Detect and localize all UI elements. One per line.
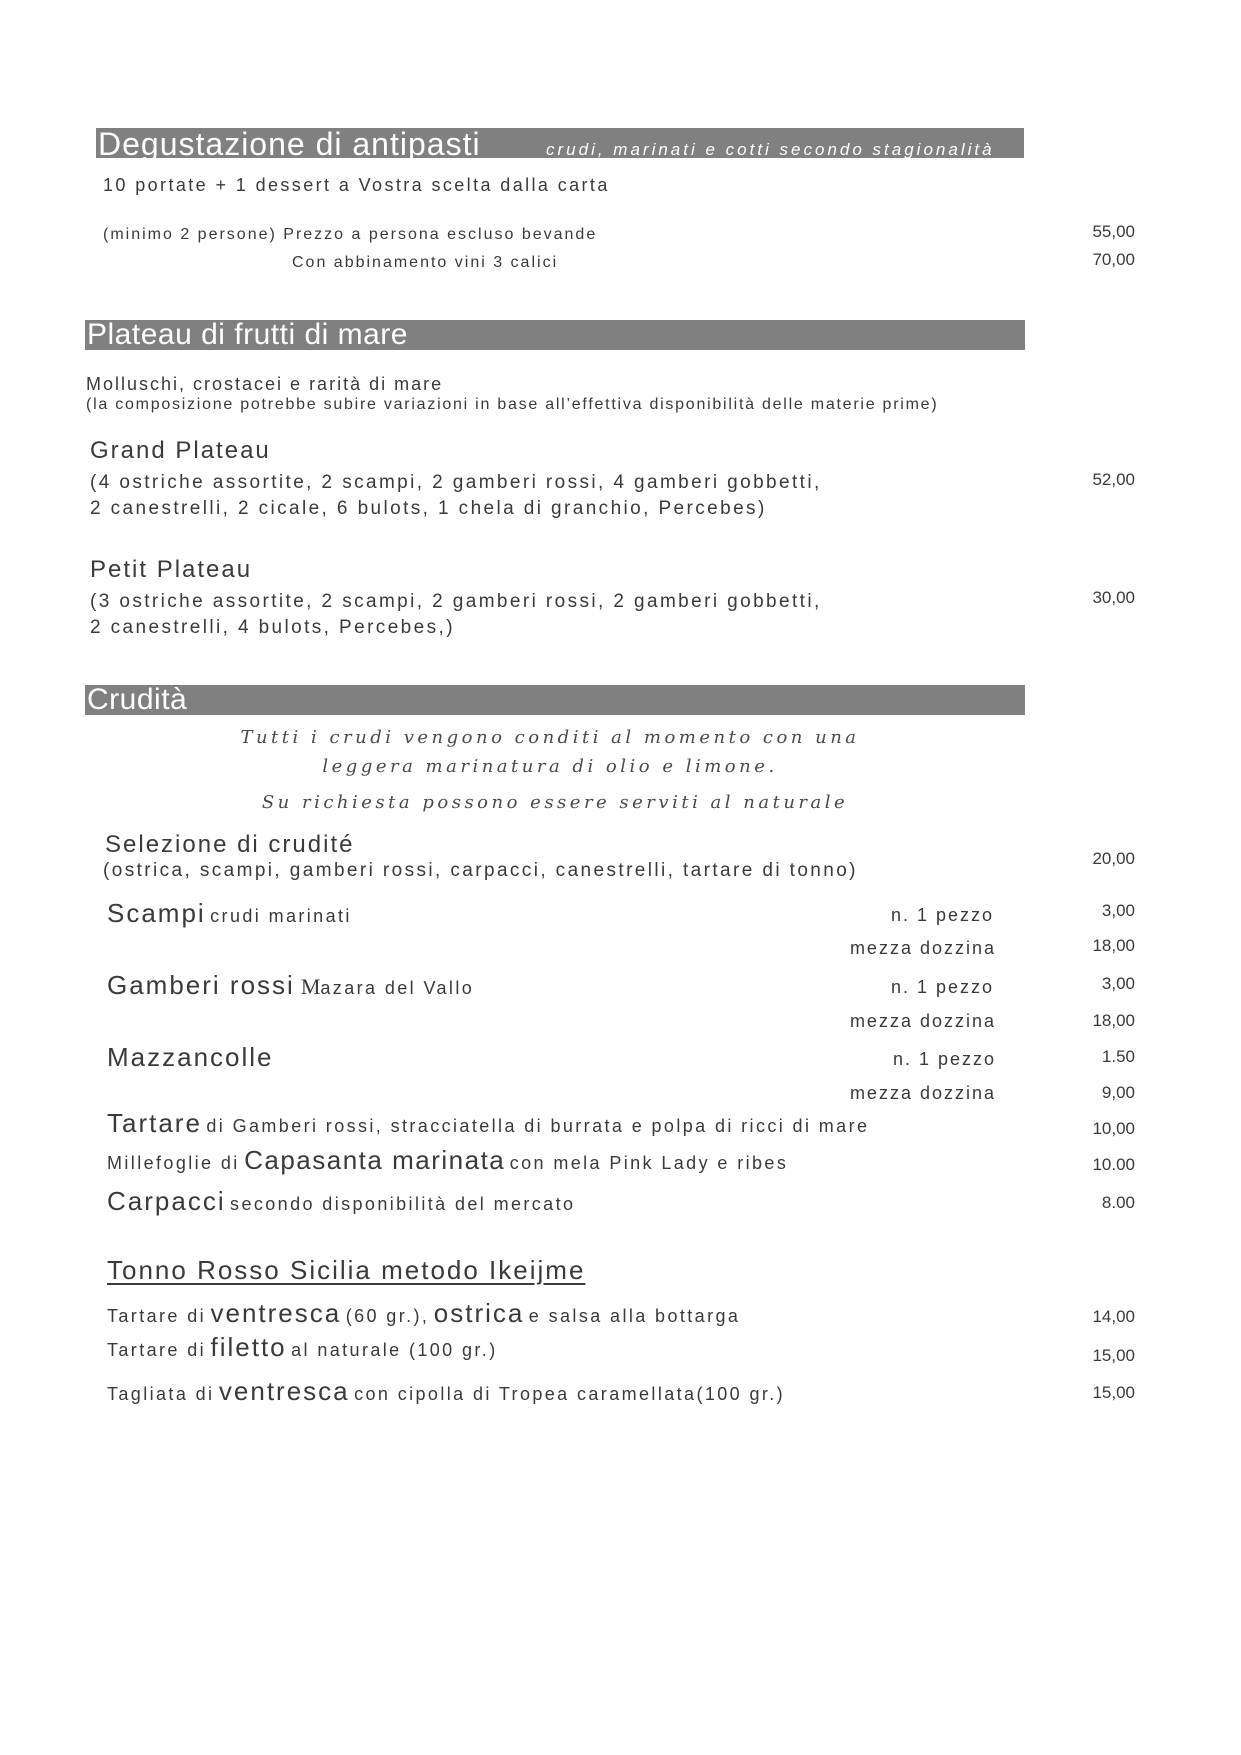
selezione-name: Selezione di crudité <box>105 831 355 858</box>
tonno-highlight: ostrica <box>433 1298 525 1328</box>
plateau-intro: Molluschi, crostacei e rarità di mare <box>86 374 444 394</box>
millefoglie-pre: Millefoglie di <box>107 1153 240 1173</box>
tonno-row <box>107 1376 785 1407</box>
gamberi-price: 3,00 <box>1101 974 1135 993</box>
grand-plateau-desc: 2 canestrelli, 2 cicale, 6 bulots, 1 chela di granchio, Percebes) <box>90 498 767 519</box>
tartare-desc: di Gamberi rossi, stracciatella di burrata e polpa di ricci di mare <box>206 1116 870 1136</box>
gamberi-qty: mezza dozzina <box>849 1011 996 1031</box>
tonno-desc: con cipolla di Tropea caramellata(100 gr.) <box>354 1384 786 1404</box>
section-header-plateau <box>85 320 1025 350</box>
gamberi-price: 18,00 <box>1092 1011 1135 1030</box>
carpacci-desc: secondo disponibilità del mercato <box>230 1194 576 1214</box>
tartare-price: 10,00 <box>1092 1119 1135 1138</box>
scampi-price: 18,00 <box>1092 936 1135 955</box>
tonno-price: 14,00 <box>1092 1307 1135 1326</box>
mazzancolle-price: 9,00 <box>1101 1083 1135 1102</box>
scampi-row <box>107 898 352 929</box>
millefoglie-desc: con mela Pink Lady e ribes <box>509 1153 789 1173</box>
section-header-degustazione <box>96 126 1024 162</box>
degustazione-description: 10 portate + 1 dessert a Vostra scelta dalla carta <box>103 175 610 195</box>
tonno-highlight: ventresca <box>218 1376 350 1406</box>
scampi-qty: n. 1 pezzo <box>890 905 994 925</box>
millefoglie-name: Capasanta marinata <box>244 1145 506 1175</box>
selezione-desc: (ostrica, scampi, gamberi rossi, carpacci, canestrelli, tartare di tonno) <box>103 860 858 881</box>
grand-plateau-price: 52,00 <box>1092 470 1135 489</box>
crudita-note: Su richiesta possono essere serviti al naturale <box>261 792 849 813</box>
degustazione-price: 55,00 <box>1092 222 1135 241</box>
mazzancolle-qty: mezza dozzina <box>849 1083 996 1103</box>
tonno-pre: Tartare di <box>107 1306 207 1326</box>
section-header-crudita <box>85 685 1025 715</box>
scampi-desc: crudi marinati <box>210 906 352 926</box>
crudita-note: leggera marinatura di olio e limone. <box>322 756 778 777</box>
carpacci-name: Carpacci <box>107 1186 226 1216</box>
mazzancolle-price: 1.50 <box>1101 1047 1135 1066</box>
section-title: Degustazione di antipasti <box>98 126 481 162</box>
tonno-row <box>107 1332 498 1363</box>
petit-plateau-desc: (3 ostriche assortite, 2 scampi, 2 gamberi rossi, 2 gamberi gobbetti, <box>90 591 822 612</box>
millefoglie-price: 10.00 <box>1092 1155 1135 1174</box>
tartare-row <box>107 1108 869 1139</box>
tonno-row <box>107 1298 740 1329</box>
tonno-highlight: filetto <box>210 1332 287 1362</box>
wine-pairing-label: Con abbinamento vini 3 calici <box>292 254 559 271</box>
gamberi-row <box>107 970 474 1001</box>
wine-pairing-price: 70,00 <box>1092 250 1135 269</box>
crudita-note: Tutti i crudi vengono conditi al momento con una <box>240 727 860 748</box>
carpacci-row <box>107 1186 575 1217</box>
tonno-pre: Tagliata di <box>107 1384 215 1404</box>
gamberi-desc-initial: M <box>300 974 321 999</box>
carpacci-price: 8.00 <box>1101 1193 1135 1212</box>
grand-plateau-desc: (4 ostriche assortite, 2 scampi, 2 gamberi rossi, 4 gamberi gobbetti, <box>90 472 822 493</box>
grand-plateau-name: Grand Plateau <box>90 437 271 464</box>
mazzancolle-qty: n. 1 pezzo <box>892 1049 996 1069</box>
mazzancolle-name: Mazzancolle <box>107 1042 274 1072</box>
gamberi-desc: azara del Vallo <box>320 978 475 998</box>
scampi-qty: mezza dozzina <box>849 938 996 958</box>
section-title: Plateau di frutti di mare <box>87 318 408 351</box>
tonno-title: Tonno Rosso Sicilia metodo Ikeijme <box>107 1255 586 1285</box>
tonno-price: 15,00 <box>1092 1383 1135 1402</box>
scampi-price: 3,00 <box>1101 901 1135 920</box>
section-title: Crudità <box>87 683 188 716</box>
tonno-desc: e salsa alla bottarga <box>528 1306 741 1326</box>
gamberi-name: Gamberi rossi <box>107 970 295 1000</box>
tonno-price: 15,00 <box>1092 1346 1135 1365</box>
plateau-note: (la composizione potrebbe subire variazioni in base all’effettiva disponibilità delle materie prime) <box>86 396 939 413</box>
tonno-desc: (60 gr.), <box>345 1306 430 1326</box>
tonno-pre: Tartare di <box>107 1340 207 1360</box>
gamberi-qty: n. 1 pezzo <box>890 977 994 997</box>
scampi-name: Scampi <box>107 898 206 928</box>
degustazione-price-label: (minimo 2 persone) Prezzo a persona escluso bevande <box>103 226 598 243</box>
petit-plateau-price: 30,00 <box>1092 588 1135 607</box>
petit-plateau-name: Petit Plateau <box>90 556 253 583</box>
millefoglie-row <box>107 1145 788 1176</box>
tonno-highlight: ventresca <box>210 1298 342 1328</box>
tonno-desc: al naturale (100 gr.) <box>291 1340 498 1360</box>
petit-plateau-desc: 2 canestrelli, 4 bulots, Percebes,) <box>90 617 455 638</box>
tartare-name: Tartare <box>107 1108 202 1138</box>
selezione-price: 20,00 <box>1092 849 1135 868</box>
section-subtitle: crudi, marinati e cotti secondo stagionalità <box>546 140 995 159</box>
